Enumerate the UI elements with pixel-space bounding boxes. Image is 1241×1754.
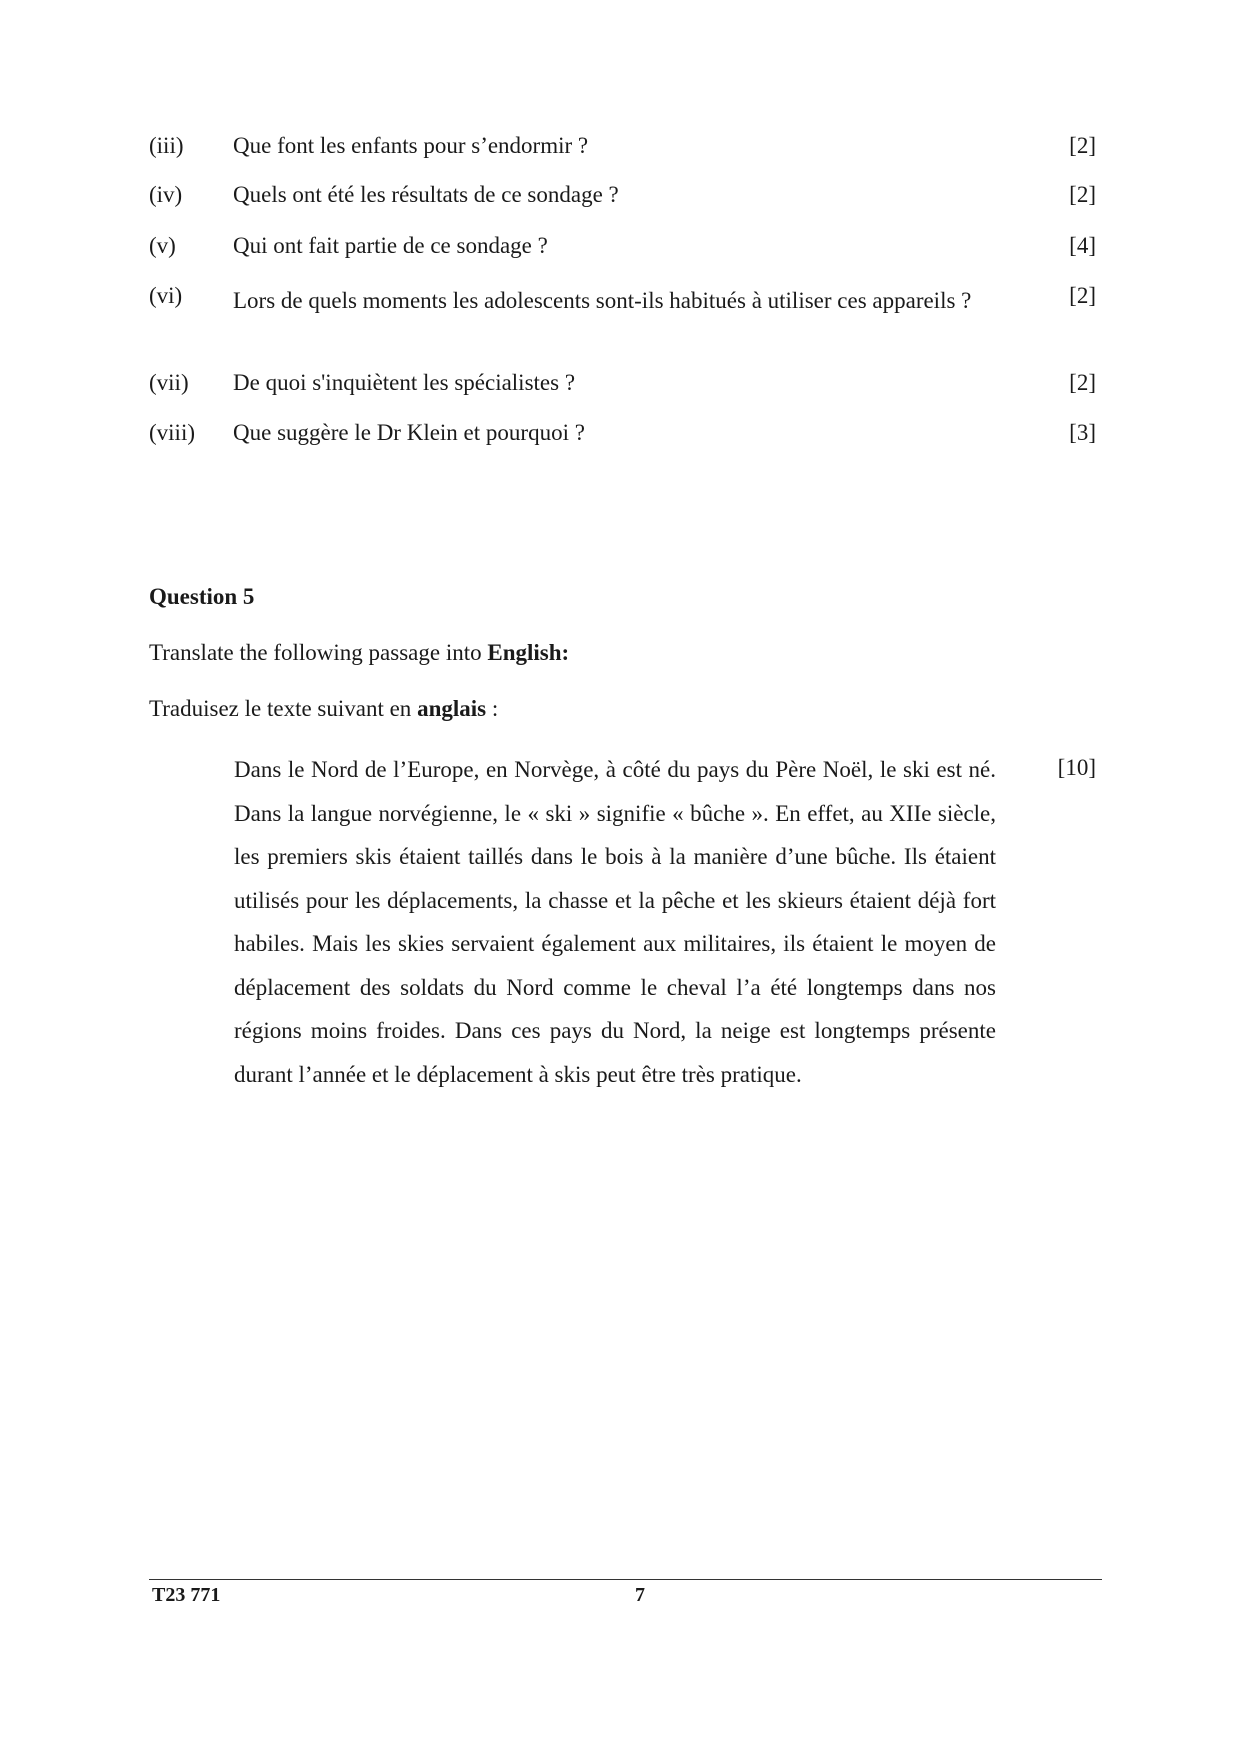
footer-divider	[149, 1579, 1102, 1580]
question-marks: [4]	[1069, 233, 1096, 258]
question-item	[149, 133, 1096, 177]
passage-marks: [10]	[1057, 755, 1096, 780]
question-heading: Question 5	[149, 584, 255, 609]
question-number: (iii)	[149, 133, 184, 158]
question-text: Lors de quels moments les adolescents sont-ils habitués à utiliser ces appareils ?	[233, 288, 972, 313]
question-item	[149, 233, 1096, 277]
question-item	[149, 283, 1096, 373]
question-text: Que suggère le Dr Klein et pourquoi ?	[233, 420, 585, 445]
question-text: De quoi s'inquiètent les spécialistes ?	[233, 370, 576, 395]
question-marks: [2]	[1069, 133, 1096, 158]
translation-passage: Dans le Nord de l’Europe, en Norvège, à côté du pays du Père Noël, le ski est né. Dans la langue norvégienne, le « ski » signifie « bûche ». En effet, au XIIe siècle, les premiers skis étaient taillés dans le bois à la manière d’une bûche. Ils étaient utilisés pour les déplacements, la chasse et la pêche et les skieurs étaient déjà fort habiles. Mais les skies servaient également aux militaires, ils étaient le moyen de déplacement des soldats du Nord comme le cheval l’a été longtemps dans nos régions moins froides. Dans ces pays du Nord, la neige est longtemps présente durant l’année et le déplacement à skis peut être très pratique.	[234, 757, 996, 1087]
question-item	[149, 370, 1096, 414]
instruction-french-text: Traduisez le texte suivant en	[149, 696, 418, 721]
question-marks: [2]	[1069, 283, 1096, 308]
paper-code: T23 771	[152, 1584, 221, 1606]
question-number: (vi)	[149, 283, 183, 308]
question-number: (vii)	[149, 370, 189, 395]
question-marks: [2]	[1069, 370, 1096, 395]
page-number: 7	[635, 1584, 645, 1606]
question-number: (iv)	[149, 182, 183, 207]
instruction-english-language: English:	[487, 640, 570, 665]
question-text: Quels ont été les résultats de ce sondage ?	[233, 182, 619, 207]
instruction-english	[149, 640, 569, 666]
question-text: Qui ont fait partie de ce sondage ?	[233, 233, 548, 258]
question-marks: [3]	[1069, 420, 1096, 445]
instruction-english-text: Translate the following passage into	[149, 640, 488, 665]
question-number: (v)	[149, 233, 176, 258]
instruction-french	[149, 696, 498, 722]
question-text: Que font les enfants pour s’endormir ?	[233, 133, 589, 158]
instruction-french-language: anglais	[417, 696, 487, 721]
question-number: (viii)	[149, 420, 195, 445]
question-item	[149, 420, 1096, 464]
question-marks: [2]	[1069, 182, 1096, 207]
question-item	[149, 182, 1096, 226]
instruction-french-suffix: :	[486, 696, 499, 721]
